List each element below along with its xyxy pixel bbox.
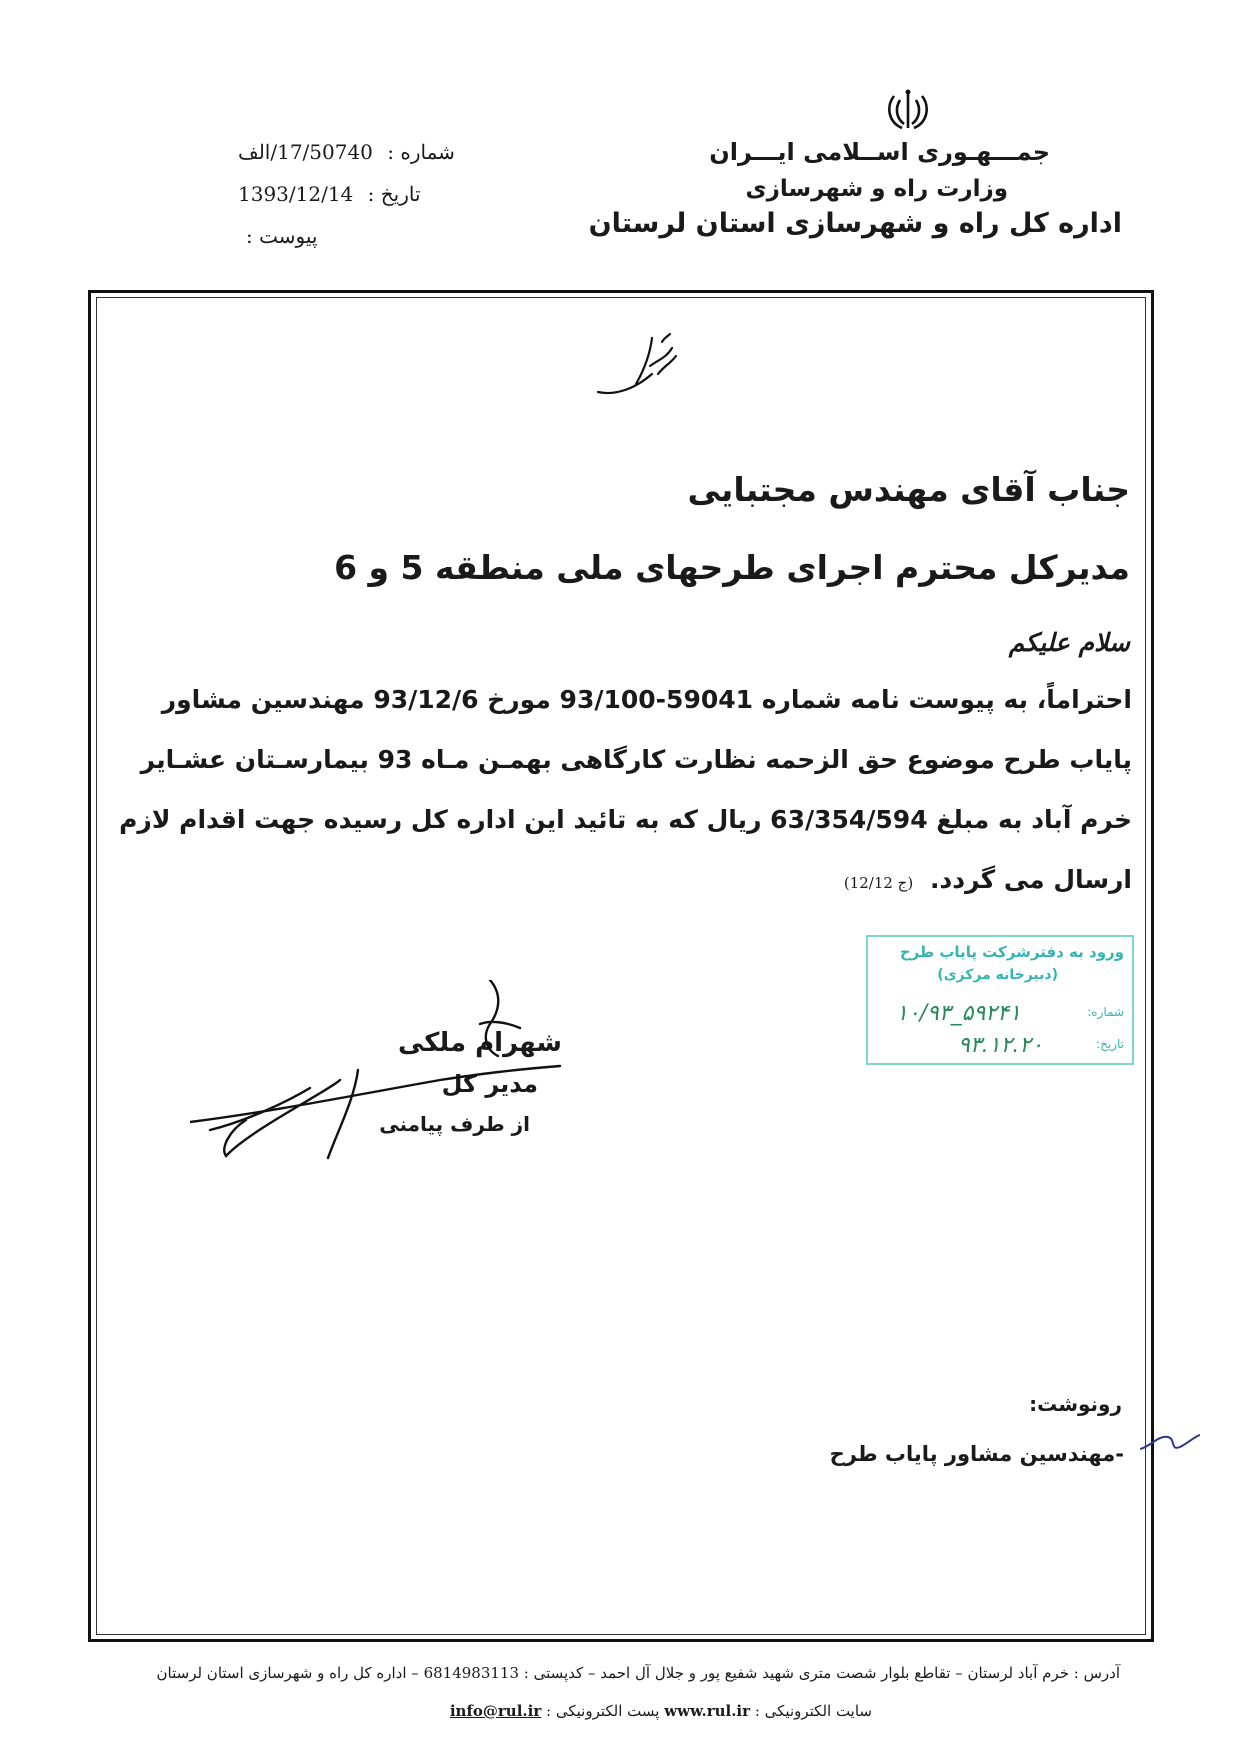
letter-date-value: 1393/12/14 (238, 182, 354, 206)
addressee-title: مدیرکل محترم اجرای طرحهای ملی منطقه 5 و 6 (334, 548, 1130, 587)
letter-attachment-label: پیوست : (246, 224, 318, 248)
iran-emblem-icon (880, 88, 936, 136)
letter-number-value: 17/50740/الف (238, 140, 373, 164)
footer-email-label: پست الکترونیکی : (546, 1702, 660, 1720)
addressee-name: جناب آقای مهندس مجتبایی (687, 470, 1130, 509)
greeting: سلام علیکم (1008, 628, 1130, 657)
cc-heading: رونوشت: (1029, 1392, 1122, 1416)
footer-email[interactable]: info@rul.ir (449, 1702, 542, 1720)
government-title: جمـــهـوری اســلامی ایـــران (709, 138, 1050, 166)
body-line: پایاب طرح موضوع حق الزحمه نظارت کارگاهی بهمـن مـاه 93 بیمارسـتان عشـایر (140, 745, 1132, 774)
footer-website[interactable]: www.rul.ir (664, 1702, 751, 1720)
footer-website-label: سایت الکترونیکی : (754, 1702, 872, 1720)
signatory-name: شهرام ملکی (397, 1028, 562, 1058)
stamp-number-value: ۱۰/۹۳_۵۹۲۴۱ (896, 1001, 1021, 1026)
footer-contact (450, 1702, 872, 1720)
department-title: اداره کل راه و شهرسازی استان لرستان (588, 208, 1122, 239)
cc-recipient: -مهندسین مشاور پایاب طرح (829, 1442, 1124, 1466)
stamp-number-label: شماره: (1087, 1005, 1124, 1019)
handwritten-signature (190, 980, 570, 1160)
letter-number-label: شماره : (387, 140, 455, 164)
handwritten-reference: (ج 12/12) (843, 874, 914, 892)
letter-attachment (238, 224, 317, 248)
signatory-on-behalf: از طرف پیامنی (379, 1112, 530, 1136)
footer-address: آدرس : خرم آباد لرستان – تقاطع بلوار شصت متری شهید شفیع پور و جلال آل احمد – کدپستی : 6814983113 – اداره کل راه و شهرسازی استان لرستان (156, 1664, 1120, 1682)
invocation-calligraphy (592, 330, 682, 402)
stamp-date-value: ۹۳.۱۲.۲۰ (958, 1033, 1043, 1058)
stamp-subtitle: (دبیرخانه مرکزی) (937, 967, 1058, 983)
letter-number (238, 140, 455, 164)
cc-initial-mark (1140, 1425, 1200, 1465)
letter-date (238, 182, 421, 206)
signatory-title: مدیر کل (441, 1070, 538, 1098)
letter-date-label: تاریخ : (367, 182, 421, 206)
receipt-stamp (866, 935, 1134, 1065)
stamp-title: ورود به دفترشرکت پایاب طرح (899, 943, 1124, 961)
stamp-date-label: تاریخ: (1096, 1037, 1124, 1051)
body-line: خرم آباد به مبلغ 63/354/594 ریال که به تائید این اداره کل رسیده جهت اقدام لازم (119, 805, 1132, 834)
body-line-text: ارسال می گردد. (929, 865, 1132, 894)
ministry-title: وزارت راه و شهرسازی (745, 176, 1008, 202)
body-line: احتراماً، به پیوست نامه شماره 59041-93/100 مورخ 93/12/6 مهندسین مشاور (161, 685, 1132, 714)
body-line-final (844, 865, 1132, 894)
